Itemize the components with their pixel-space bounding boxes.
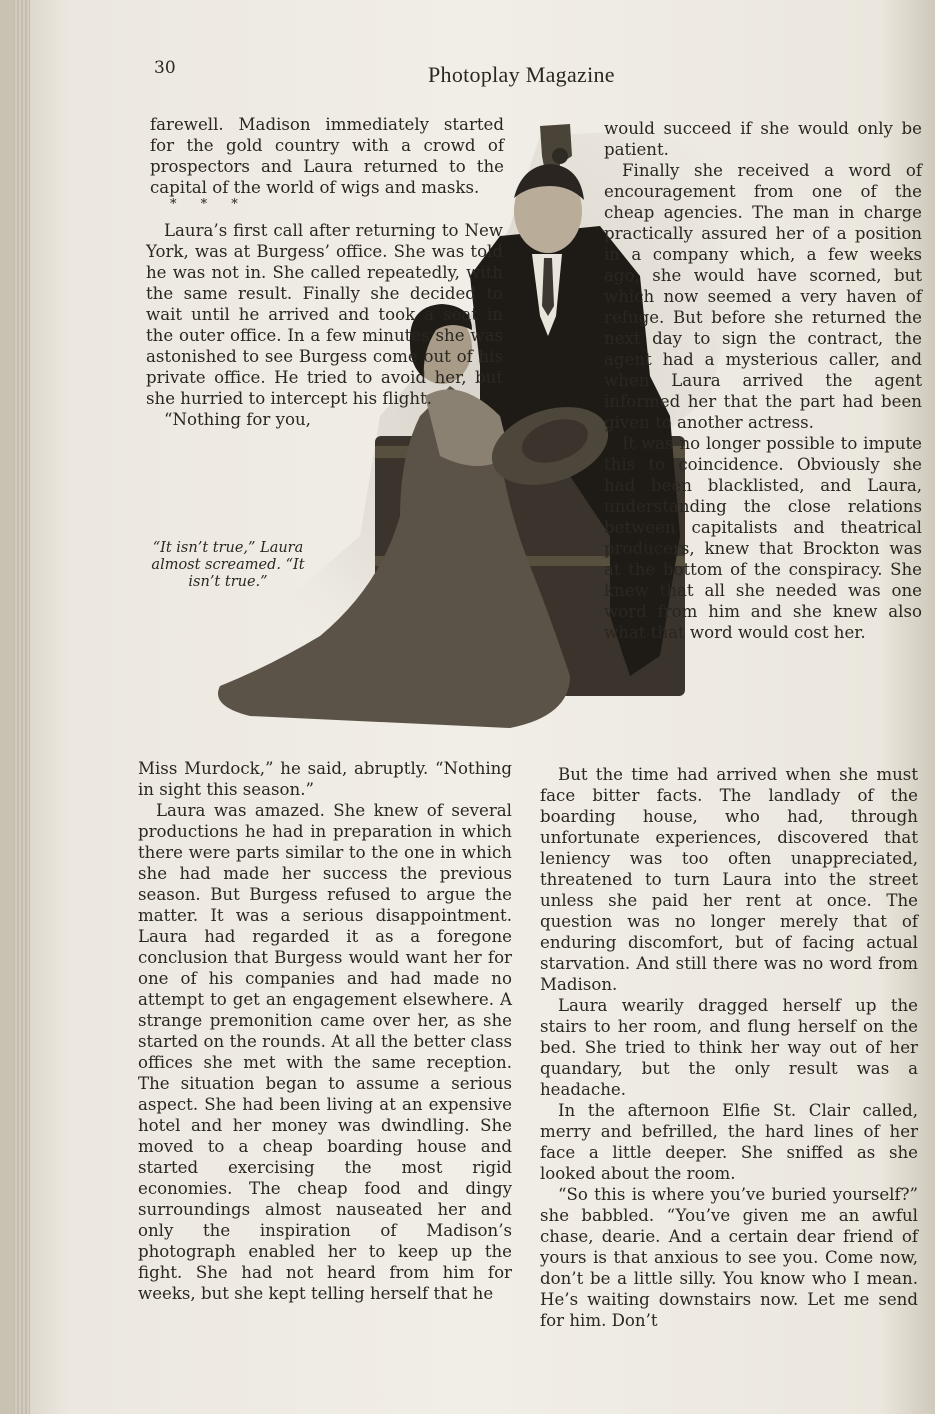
photo-caption: “It isn’t true,” Laura almost screamed. “It isn’t true.” xyxy=(151,540,305,590)
left-column-mid xyxy=(146,220,503,430)
page-binding-edge xyxy=(14,0,30,1414)
paragraph: Finally she received a word of encouragement from one of the cheap agencies. The man in charge practically assured her of a position in a company which, a few weeks ago, she would have scorned, but which now seemed a very haven of refuge. But before she returned the next day to sign the contract, the agent had a mysterious caller, and when Laura arrived the agent informed her that the part had been given to another actress. xyxy=(604,161,922,432)
paragraph: It was no longer possible to impute this to coincidence. Obviously she had been blacklisted, and Laura, understanding the close relations between capitalists and theatrical producers, knew that Brockton was at the bottom of the conspiracy. She knew that all she needed was one word from him and she knew also what that word would cost her. xyxy=(604,434,922,642)
right-column-top xyxy=(604,118,922,643)
paragraph: Miss Murdock,” he said, abruptly. “Nothing in sight this season.” xyxy=(138,759,512,799)
paragraph: Laura’s first call after returning to New York, was at Burgess’ office. She was told he was not in. She called repeatedly, with the same result. Finally she decided to wait until he arrived and took a seat in the outer office. In a few minutes she was astonished to see Burgess come out of his private office. He tried to avoid her, but she hurried to intercept his flight. xyxy=(146,221,503,408)
paragraph: “Nothing for you, xyxy=(164,410,311,429)
paragraph: Laura was amazed. She knew of several productions he had in preparation in which there were parts similar to the one in which she had made her success the previous season. But Burgess refused to argue the matter. It was a serious disappointment. Laura had regarded it as a foregone conclusion that Burgess would want her for one of his companies and had made no attempt to get an engagement elsewhere. A strange premonition came over her, as she started on the rounds. At all the better class offices she met with the same reception. The situation began to assume a serious aspect. She had been living at an expensive hotel and her money was dwindling. She moved to a cheap boarding house and started exercising the most rigid economies. The cheap food and dingy surroundings almost nauseated her and only the inspiration of Madison’s photograph enabled her to keep up the fight. She had not heard from him for weeks, but she kept telling herself that he xyxy=(138,801,512,1303)
page-number: 30 xyxy=(154,58,176,78)
paragraph: In the afternoon Elfie St. Clair called, merry and befrilled, the hard lines of her face a little deeper. She sniffed as she looked about the room. xyxy=(540,1101,918,1183)
paragraph: But the time had arrived when she must face bitter facts. The landlady of the boarding house, who had, through unfortunate experiences, discovered that leniency was too often unappreciated, threatened to turn Laura into the street unless she paid her rent at once. The question was no longer merely that of enduring discomfort, but of facing actual starvation. And still there was no word from Madison. xyxy=(540,765,918,994)
paragraph: farewell. Madison immediately started for the gold country with a crowd of prospectors and Laura returned to the capital of the world of wigs and masks. xyxy=(150,115,504,197)
section-separator: * * * xyxy=(170,197,248,212)
paragraph: “So this is where you’ve buried yourself?” she babbled. “You’ve given me an awful chase, dearie. And a certain dear friend of yours is that anxious to see you. Come now, don’t be a little silly. You know who I mean. He’s waiting downstairs now. Let me send for him. Don’t xyxy=(540,1185,918,1330)
paragraph: Laura wearily dragged herself up the stairs to her room, and flung herself on the bed. She tried to think her way out of her quandary, but the only result was a headache. xyxy=(540,996,918,1099)
left-column-bottom xyxy=(138,758,512,1304)
right-column-bottom xyxy=(540,764,918,1331)
paragraph: would succeed if she would only be patient. xyxy=(604,119,922,159)
left-column-top xyxy=(150,114,504,212)
magazine-title: Photoplay Magazine xyxy=(428,62,615,87)
